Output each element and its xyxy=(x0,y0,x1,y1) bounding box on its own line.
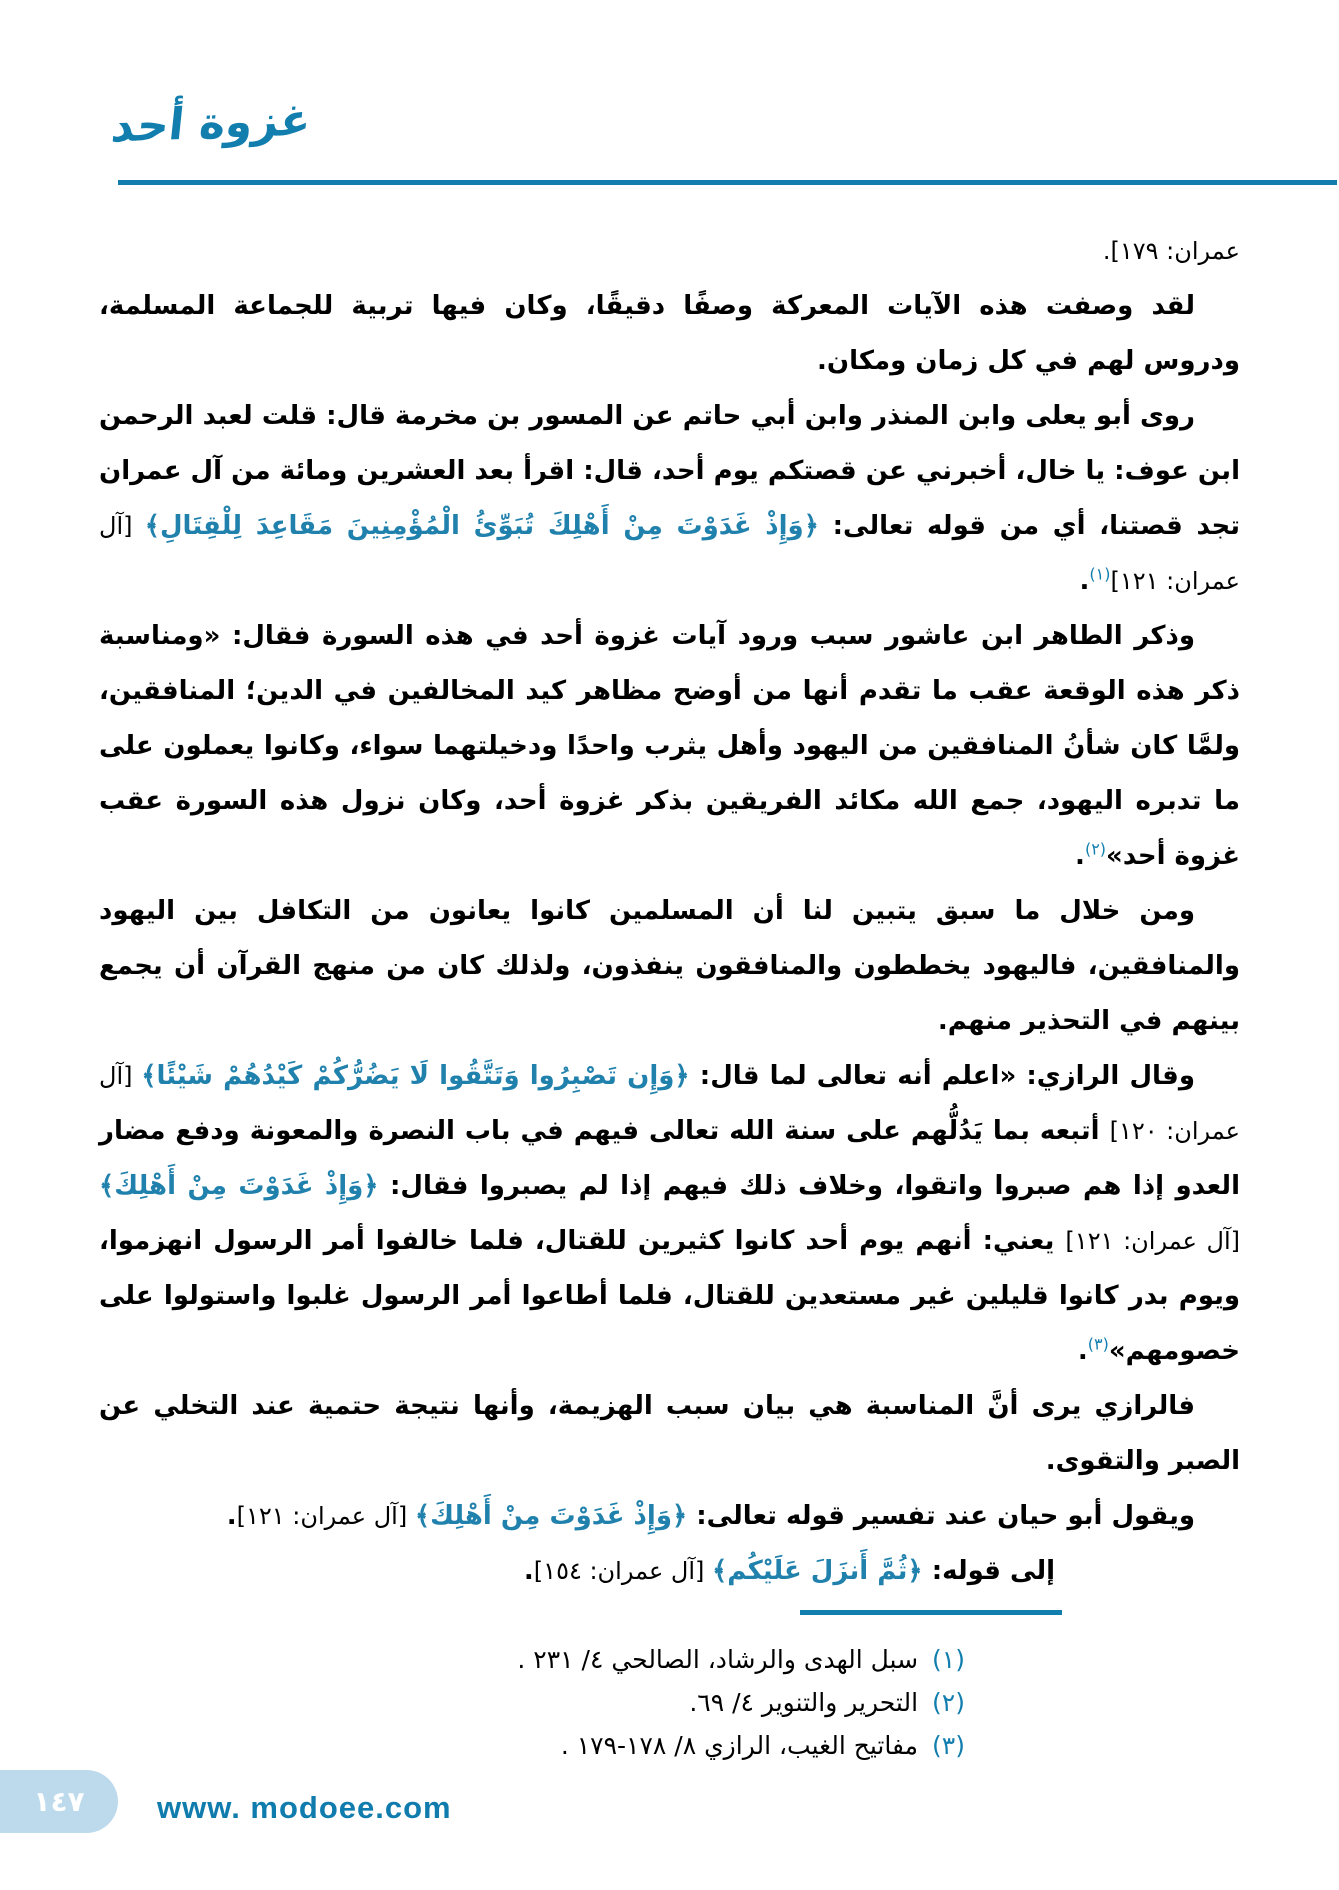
paragraph xyxy=(99,279,1240,389)
page-body xyxy=(99,224,1240,1599)
footnote-item xyxy=(120,1724,965,1767)
website-url: www. modoee.com xyxy=(157,1790,452,1825)
footnote-item xyxy=(120,1681,965,1724)
body-text-run: وذكر الطاهر ابن عاشور سبب ورود آيات غزوة أحد في هذه السورة فقال: «ومناسبة ذكر هذه الوقعة عقب ما تقدم أنها من أوضح مظاهر كيد المخالفين في الدين؛ المنافقين، ولمَّا كان شأنُ المنافقين من اليهود وأهل يثرب واحدًا ودخيلتهما سواء، وكانوا يعملون على ما تدبره اليهود، جمع الله مكائد الفريقين بذكر غزوة أحد، وكان نزول هذه السورة عقب غزوة أحد» xyxy=(99,621,1240,871)
quran-verse: ﴿وَإِذْ غَدَوْتَ مِنْ أَهْلِكَ تُبَوِّئُ الْمُؤْمِنِينَ مَقَاعِدَ لِلْقِتَالِ﴾ xyxy=(144,511,819,541)
paragraph xyxy=(99,1544,1240,1599)
footnote-marker: (٢) xyxy=(1084,839,1107,859)
page-header-title: غزوة أحد xyxy=(108,94,314,153)
paragraph xyxy=(99,609,1240,884)
verse-citation: [آل عمران: ١٢١] xyxy=(236,1502,415,1530)
paragraph xyxy=(99,884,1240,1049)
body-text-run: ومن خلال ما سبق يتبين لنا أن المسلمين كانوا يعانون من التكافل بين اليهود والمنافقين، فاليهود يخططون والمنافقون ينفذون، ولذلك كان من منهج القرآن أن يجمع بينهم في التحذير منهم. xyxy=(99,896,1240,1036)
footnote-marker: (١) xyxy=(1089,564,1111,584)
paragraph xyxy=(99,1489,1240,1544)
paragraph xyxy=(99,224,1240,279)
body-text-run: إلى قوله: xyxy=(922,1556,1055,1586)
footnote-marker: (٣) xyxy=(1087,1334,1109,1354)
verse-citation: [آل عمران: ١٢٠] xyxy=(99,1062,1240,1145)
body-text-run: فالرازي يرى أنَّ المناسبة هي بيان سبب الهزيمة، وأنها نتيجة حتمية عند التخلي عن الصبر والتقوى. xyxy=(99,1391,1240,1476)
verse-citation: [آل عمران: ١٢١] xyxy=(99,512,1240,595)
body-text-run: وقال الرازي: «اعلم أنه تعالى لما قال: xyxy=(689,1061,1195,1091)
paragraph xyxy=(99,389,1240,609)
body-text-run: ويقول أبو حيان عند تفسير قوله تعالى: xyxy=(687,1501,1195,1531)
footnote-number: (٣) xyxy=(932,1731,965,1760)
verse-citation: عمران: ١٧٩]. xyxy=(1102,237,1240,265)
footnote-number: (٢) xyxy=(932,1688,965,1717)
footnote-item xyxy=(120,1638,965,1681)
body-text-run: أتبعه بما يَدُلُّهم على سنة الله تعالى فيهم في باب النصرة والمعونة ودفع مضار العدو إذا هم صبروا واتقوا، وخلاف ذلك فيهم إذا لم يصبروا فقال: xyxy=(99,1116,1240,1201)
body-text-run: لقد وصفت هذه الآيات المعركة وصفًا دقيقًا، وكان فيها تربية للجماعة المسلمة، ودروس لهم في كل زمان ومكان. xyxy=(99,291,1240,376)
footnote-divider xyxy=(800,1610,1062,1615)
body-text-run: . xyxy=(1077,1336,1088,1366)
footnotes xyxy=(120,1638,965,1767)
footnote-text: مفاتيح الغيب، الرازي ٨/ ١٧٨-١٧٩ . xyxy=(560,1731,919,1760)
body-text-run: . xyxy=(523,1556,534,1586)
footnote-text: التحرير والتنوير ٤/ ٦٩. xyxy=(689,1688,919,1717)
body-text-run: روى أبو يعلى وابن المنذر وابن أبي حاتم عن المسور بن مخرمة قال: قلت لعبد الرحمن ابن عوف: يا خال، أخبرني عن قصتكم يوم أحد، قال: اقرأ بعد العشرين ومائة من آل عمران تجد قصتنا، أي من قوله تعالى: xyxy=(99,401,1240,541)
body-text-run: يعني: أنهم يوم أحد كانوا كثيرين للقتال، فلما خالفوا أمر الرسول انهزموا، ويوم بدر كانوا قليلين غير مستعدين للقتال، فلما أطاعوا أمر الرسول غلبوا واستولوا على خصومهم» xyxy=(99,1226,1240,1366)
quran-verse: ﴿وَإِن تَصْبِرُوا وَتَتَّقُوا لَا يَضُرُّكُمْ كَيْدُهُمْ شَيْئًا﴾ xyxy=(141,1061,690,1091)
body-text-run: . xyxy=(226,1501,237,1531)
body-text-run: . xyxy=(1079,566,1090,596)
verse-citation: [آل عمران: ١٢١] xyxy=(1065,1227,1240,1255)
quran-verse: ﴿ثُمَّ أَنزَلَ عَلَيْكُم﴾ xyxy=(712,1556,923,1586)
quran-verse: ﴿وَإِذْ غَدَوْتَ مِنْ أَهْلِكَ﴾ xyxy=(99,1171,379,1201)
header-rule xyxy=(118,180,1337,185)
page-number: ١٤٧ xyxy=(33,1785,85,1818)
quran-verse: ﴿وَإِذْ غَدَوْتَ مِنْ أَهْلِكَ﴾ xyxy=(414,1501,688,1531)
paragraph xyxy=(99,1379,1240,1489)
verse-citation: [آل عمران: ١٥٤] xyxy=(533,1557,713,1585)
body-text-run: . xyxy=(1075,841,1085,871)
paragraph xyxy=(99,1049,1240,1379)
footnote-text: سبل الهدى والرشاد، الصالحي ٤/ ٢٣١ . xyxy=(517,1645,919,1674)
page-number-badge xyxy=(0,1770,118,1833)
footnote-number: (١) xyxy=(932,1645,965,1674)
